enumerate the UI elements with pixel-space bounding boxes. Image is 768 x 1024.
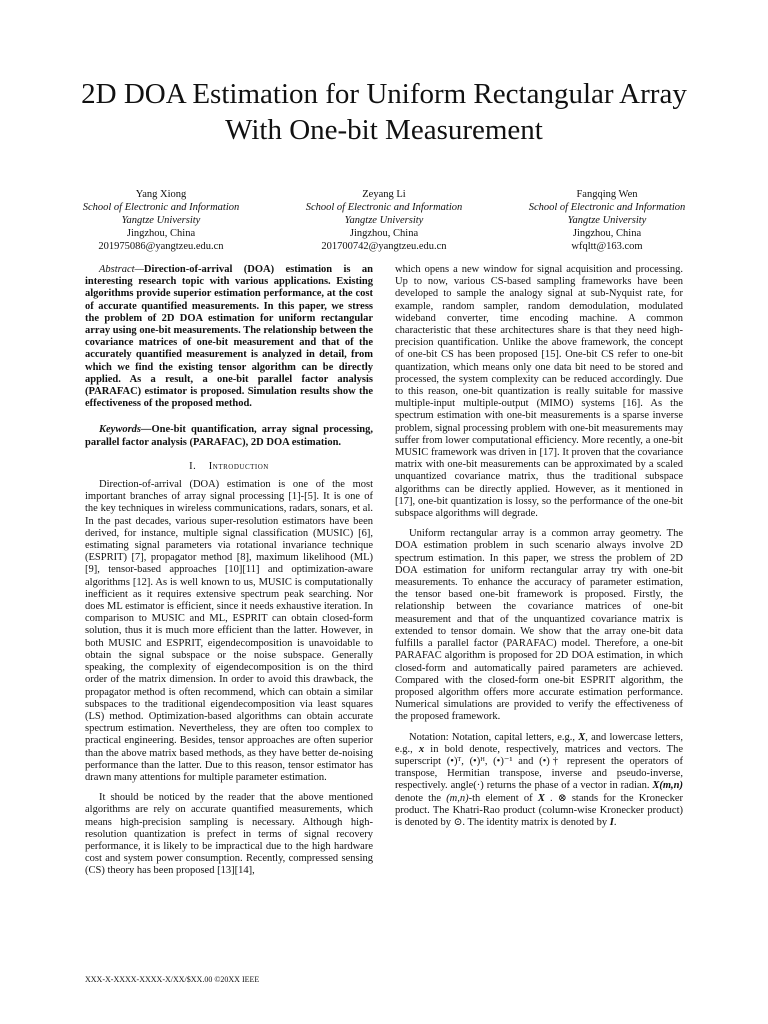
author-email[interactable]: 201975086@yangtzeu.edu.cn	[98, 241, 224, 252]
author-block	[56, 188, 712, 253]
author-univ: Yangtze University	[121, 215, 201, 226]
author-email[interactable]: wfqltt@163.com	[571, 241, 643, 252]
paragraph: Direction-of-arrival (DOA) estimation is one of the most important branches of array signal processing [1]-[5]. It is one of the key techniques in wireless communications, radars, sonars, et al. In the past decades, various super-resolution estimators have been derived, for instance, multiple signal classification (MUSIC) [6], estimating signal parameters via rotational invariance technique (ESPRIT) [7], propagator method [8], maximum likelihood (ML) [9], tensor-based approaches [10][11] and optimization-aware algorithms [12]. As is well known to us, MUSIC is computationally inefficient as it requires extensive spectrum peak searching. Nor does ML estimator is efficient, since it needs exhaustive iteration. In comparison to MUSIC and ML, ESPRIT can obtain closed-form solution, thus it is much more efficient than the latter. However, in both MUSIC and ESPRIT, eigendecomposition is unavoidable to obtain the signal subspace or the noise subspace. Generally speaking, the complexity of eigendecomposition is on the third order of the matrix dimension. In order to avoid this drawback, the propagator method is often recommend, which can obtain a similar subspaces to the traditional eigendecomposition via least squares (LS) method. Optimization-based algorithms can obtain accurate spectrum estimation. Nevertheless, they are often too complex to practical engineering. Besides, tensor approaches are often superior than the above matrix based methods, as they have better de-noising performance than the latter. Due to this reason, tensor estimator has drawn many attentions for multiple parameter estimation.	[85, 479, 373, 783]
section-title: Introduction	[208, 460, 269, 472]
author-dept: School of Electronic and Information	[528, 202, 686, 213]
left-column	[85, 264, 373, 886]
notation-paragraph: Notation: Notation, capital letters, e.g., X, and lowercase letters, e.g., x in bold denote, respectively, matrices and vectors. The superscript (•)ᵀ, (•)ᴴ, (•)⁻¹ and (•)† represent the operators of transpose, Hermitian transpose, inverse and pseudo-inverse, respectively. angle(·) returns the phase of a vector in radian. X(m,n) denote the (m,n)-th element of X . ⊗ stands for the Kronecker product. The Khatri-Rao product (column-wise Kronecker product) is denoted by ⊙. The identity matrix is denoted by I.	[395, 731, 684, 828]
title-line-1: 2D DOA Estimation for Uniform Rectangular Array	[81, 78, 687, 110]
author-city: Jingzhou, China	[126, 228, 196, 239]
section-heading	[85, 461, 373, 473]
keywords-lead: Keywords—	[99, 424, 152, 436]
abstract	[85, 264, 373, 410]
author-2	[279, 188, 489, 253]
author-univ: Yangtze University	[344, 215, 424, 226]
keywords-text: One-bit quantification, array signal processing, parallel factor analysis (PARAFAC), 2D DOA estimation.	[85, 424, 373, 448]
author-dept: School of Electronic and Information	[305, 202, 463, 213]
author-city: Jingzhou, China	[572, 228, 642, 239]
abstract-text: Direction-of-arrival (DOA) estimation is an interesting research topic with various applications. Existing algorithms provide superior estimation performance, at the cost of accurate quantified measurements. In this paper, we stress the problem of 2D DOA estimation for uniform rectangular array using one-bit measurements. The relationship between the covariance matrices of one-bit measurement and that of the accurately quantified measurement is analyzed in detail, from which we find the existing tensor algorithm can be directly applied. As a result, a one-bit parallel factor analysis (PARAFAC) estimator is proposed. Simulation results show the effectiveness of the proposed method.	[85, 264, 373, 410]
section-number: I.	[189, 460, 197, 472]
author-email[interactable]: 201700742@yangtzeu.edu.cn	[321, 241, 447, 252]
paper-title	[40, 76, 728, 148]
right-column	[395, 264, 683, 837]
author-univ: Yangtze University	[567, 215, 647, 226]
author-city: Jingzhou, China	[349, 228, 419, 239]
abstract-lead: Abstract—	[99, 264, 144, 275]
paragraph: It should be noticed by the reader that the above mentioned algorithms are rely on accurate quantified measurements, which means high-precision sampling is necessary. Although high-resolution quantization is prefect in terms of signal recovery performance, it is likely to be impractical due to the high hardware cost and system power consumption. Recently, compressed sensing (CS) theory has been proposed [13][14],	[85, 792, 373, 877]
paragraph: which opens a new window for signal acquisition and processing. Up to now, various CS-based sampling frameworks have been developed to sample the analogy signal at sub-Nyquist rate, for example, random sampler, random demodulation, modulated wideband converter, time encoding machine. A common characteristic that these architectures share is that they need high-precision quantification. Unlike the above framework, the concept of one-bit CS has been proposed [15]. One-bit CS refer to one-bit quantization, which means only one data bit need to be stored and processed, the system complexity can be reduced accordingly. Due to this reason, one-bit quantization is really suitable for massive multiple-input multiple-output (MIMO) systems [16]. As the spectrum estimation with one-bit measurements is a sparse inverse problem, signal processing problem with one-bit measurements may suffer from lower computational efficiency. More recently, a one-bit MUSIC framework was driven in [17]. It proven that the covariance matrix with one-bit measurements can be approximated by a scaled unquantized covariance matrix, thus the traditional subspace algorithms can be directly applied. However, as it mentioned in [17], one-bit quantization is lossy, so the performance of the one-bit subspace algorithms will degrade.	[395, 264, 683, 520]
author-name: Fangqing Wen	[576, 189, 638, 200]
author-3	[502, 188, 712, 253]
keywords	[85, 424, 373, 448]
paragraph: Uniform rectangular array is a common array geometry. The DOA estimation problem in such scenario always involve 2D spectrum estimation. In this paper, we stress the problem of 2D DOA estimation for uniform rectangular array try with one-bit measurements. To enhance the accuracy of parameter estimation, the tensor based one-bit framework is proposed. Firstly, the relationship between the covariance matrices of one-bit measurement and that of the unquantized covariance matrix is extended to tensor domain. We show that the array one-bit data fulfills a parallel factor (PARAFAC) model. Therefore, a one-bit PARAFAC algorithm is proposed for 2D DOA estimation, in which closed-form and automatically paired parameters are achieved. Compared with the closed-form one-bit ESPRIT algorithm, the proposed algorithm offers more accurate estimation performance. Numerical simulations are provided to verify the effectiveness of the proposed framework.	[395, 528, 683, 723]
author-name: Yang Xiong	[135, 189, 187, 200]
author-dept: School of Electronic and Information	[82, 202, 240, 213]
author-name: Zeyang Li	[362, 189, 406, 200]
title-line-2: With One-bit Measurement	[225, 114, 543, 146]
author-1	[56, 188, 266, 253]
copyright-footer: XXX-X-XXXX-XXXX-X/XX/$XX.00 ©20XX IEEE	[85, 975, 260, 984]
